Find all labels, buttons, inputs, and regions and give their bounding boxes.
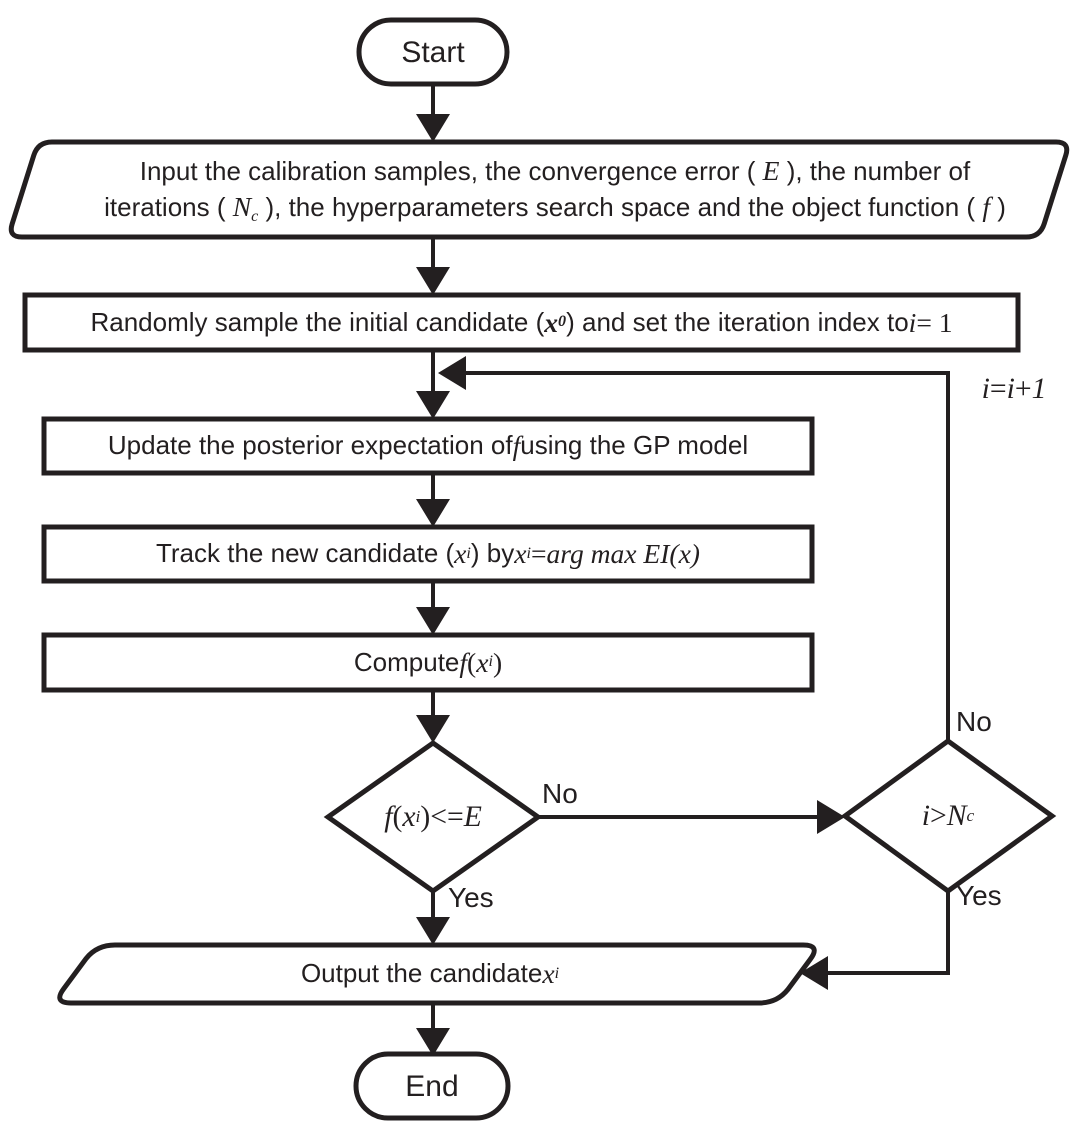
arrowhead-into-sample	[416, 267, 450, 295]
update-node-label: Update the posterior expectation of f using the GP model	[107, 430, 749, 462]
arrowhead-into-check-error	[416, 715, 450, 743]
start-node-label: Start	[401, 35, 465, 69]
arrowhead-into-compute	[416, 607, 450, 635]
arrowhead-into-check-iterations	[817, 800, 845, 834]
arrowhead-into-input	[416, 114, 450, 142]
output-node-label: Output the candidate x i	[300, 958, 560, 990]
edge-label-increment: i = i + 1	[981, 372, 1047, 405]
arrowhead-into-track	[416, 499, 450, 527]
check-error-diamond-label: f ( x i )<= E	[384, 800, 482, 833]
arrowhead-into-update	[416, 391, 450, 419]
end-node-label: End	[405, 1069, 459, 1103]
sample-node-label: Randomly sample the initial candidate ( x 0 ) and set the iteration index to i = 1	[90, 306, 953, 338]
track-node-label: Track the new candidate ( x i ) by x i = arg max EI(x)	[155, 538, 700, 570]
check-iterations-diamond-label: i > N c	[921, 799, 975, 832]
edge-label-yes2: Yes	[956, 880, 1002, 911]
input-node-label	[44, 144, 1066, 236]
arrowhead-loopback	[438, 356, 466, 390]
edge-label-no2: No	[956, 706, 992, 737]
arrowhead-yes2-into-output	[800, 956, 828, 990]
arrowhead-into-output	[416, 917, 450, 945]
compute-node-label: Compute f ( x i )	[353, 646, 503, 678]
input-node-line1: Input the calibration samples, the convergence error ( E ), the number of	[139, 154, 971, 186]
edge-label-no1: No	[542, 778, 578, 809]
input-node-line2: iterations ( $N_c$ ), the hyperparameters search space and the object function ( f )	[104, 190, 1006, 225]
edge-label-yes1: Yes	[448, 882, 494, 913]
edge-yes2	[826, 891, 948, 973]
